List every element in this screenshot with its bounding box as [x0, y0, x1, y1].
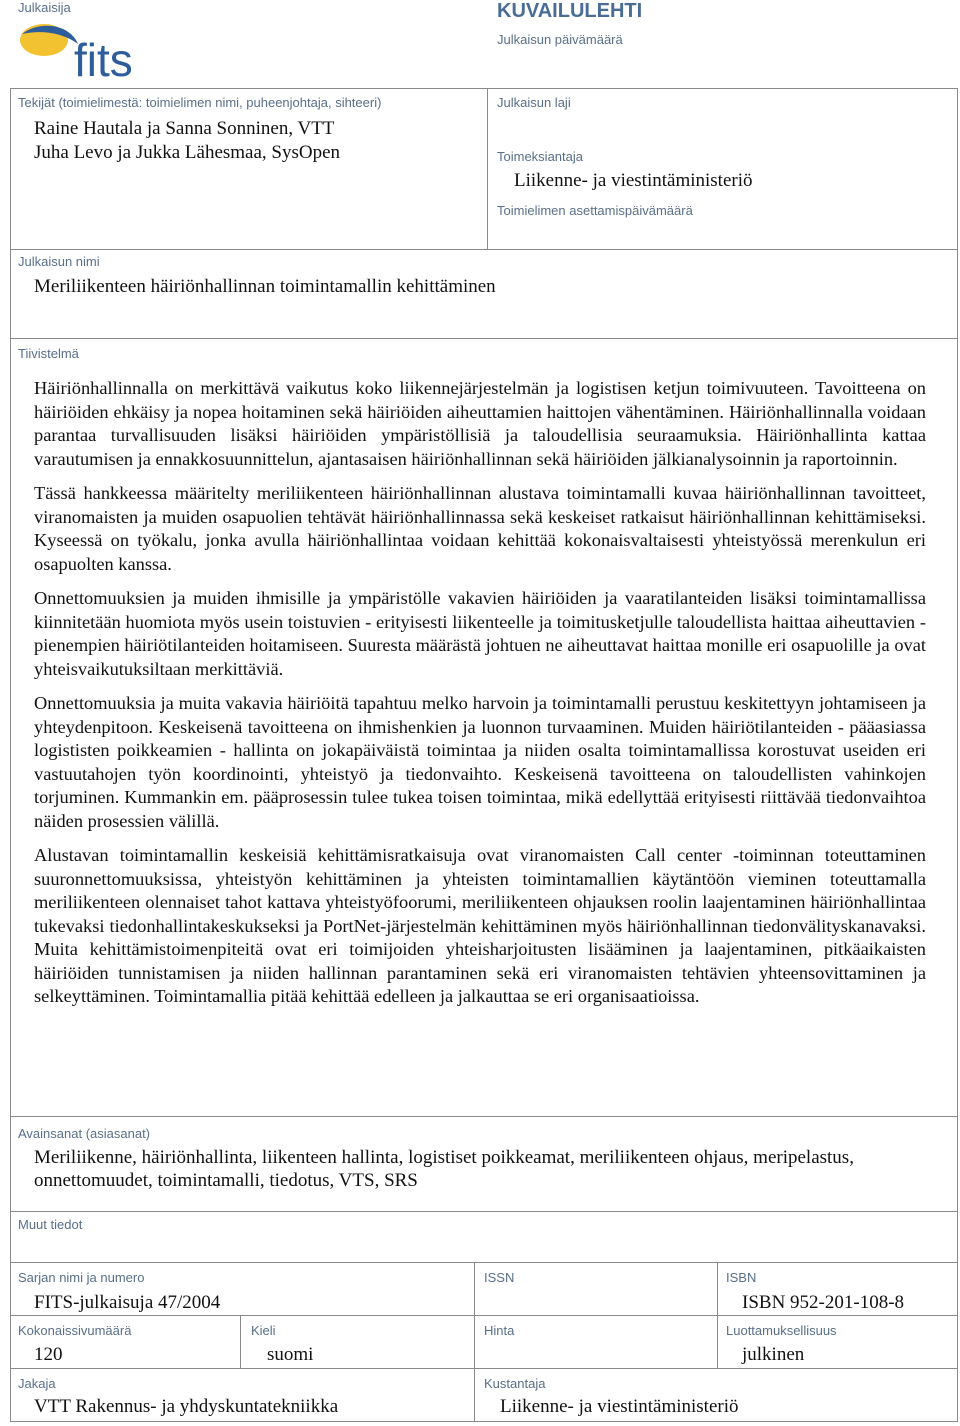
doc-title: KUVAILULEHTI: [497, 0, 643, 22]
publication-name-label: Julkaisun nimi: [18, 254, 100, 269]
fits-logo: [18, 18, 138, 88]
publication-date-label: Julkaisun päivämäärä: [497, 32, 623, 47]
authors-line-1: Raine Hautala ja Sanna Sonninen, VTT: [34, 118, 335, 139]
authors-line-2: Juha Levo ja Jukka Lähesmaa, SysOpen: [34, 142, 341, 163]
abstract-paragraph: Onnettomuuksia ja muita vakavia häiriöitä tapahtuu melko harvoin ja toimintamalli perustuu keskitettyyn johtamiseen ja yhteydenpitoon. Keskeisenä tavoitteena on ihmishenkien ja luonnon turvaaminen. Muiden häiriötilanteiden - pääasiassa logististen poikkeamien - hallinta on jokapäiväistä toimintaa ja niiden osalta toimintamallissa korostuvat useiden eri vastuutahojen työn koordinointi, yhteistyö ja tiedonvaihto. Keskeisenä tavoitteena on taloudellisten vahinkojen torjuminen. Kummankin em. pääprosessin tulee tukea toisen toimintaa, mikä edellyttää erityisesti riittävää tiedonvaihtoa näiden prosessien välillä.: [34, 693, 926, 831]
grid-divider-left: [240, 1315, 241, 1369]
issn-label: ISSN: [484, 1270, 515, 1285]
publication-type-label: Julkaisun laji: [497, 95, 571, 110]
language-value: suomi: [267, 1344, 314, 1365]
abstract-paragraph: Onnettomuuksien ja muiden ihmisille ja ympäristölle vakavien häiriöiden ja vaaratilanteiden lisäksi toimintamallissa kiinnitetään huomiota myös usein toistuvien - erityisesti liikenteelle ja toimitusketjulle taloudellista haittaa aiheuttavien - pienempien häiriötilanteiden hoitamiseen. Suuresta määrästä johtuen ne aiheuttavat haittaa monille eri osapuolille ja ovat yhteisvaikutuksiltaan merkittäviä.: [34, 588, 926, 679]
grid-divider-right: [717, 1262, 718, 1369]
page-count-value: 120: [34, 1344, 63, 1365]
price-label: Hinta: [484, 1323, 515, 1338]
commissioner-label: Toimeksiantaja: [497, 149, 583, 164]
grid-divider-center: [474, 1262, 475, 1422]
keywords-label: Avainsanat (asiasanat): [18, 1126, 151, 1141]
abstract-text: [34, 377, 926, 1020]
publisher-org-value: Liikenne- ja viestintäministeriö: [500, 1396, 739, 1417]
confidentiality-label: Luottamuksellisuus: [726, 1323, 837, 1338]
abstract-paragraph: Alustavan toimintamallin keskeisiä kehittämisratkaisuja ovat viranomaisten Call center -toiminnan toteuttaminen suuronnettomuuksissa, yhteistyön kehittäminen ja yhteisten toimintamallien käytäntöön vieminen toteuttamalla meriliikenteen olennaiset tahot kattava yhteistyöfoorumi, meriliikenteen ohjauksen roolin laajentaminen häiriönhallintaa tukevaksi tiedonhallintakeskukseksi ja PortNet-järjestelmän kehittäminen myös häiriönhallinnan tiedonvälityskanavaksi. Muita kehittämistoimenpiteitä ovat eri toimijoiden yhteisharjoitusten lisääminen ja laajentaminen, pitkäaikaisten häiriöiden tunnistamisen ja niiden hallinnan parantaminen sekä eri viranomaisten tehtävien yhteensovittaminen ja selkeyttäminen. Toimintamallia pitää kehittää edelleen ja jalkauttaa se eri organisaatioissa.: [34, 845, 926, 1006]
isbn-value: ISBN 952-201-108-8: [742, 1292, 905, 1313]
other-info-section: [10, 1211, 958, 1263]
abstract-paragraph: Häiriönhallinnalla on merkittävä vaikutus koko liikennejärjestelmän ja logistisen ketjun toimivuuteen. Tavoitteena on häiriöiden ehkäisy ja nopea hoitaminen sekä häiriöiden aiheuttamien haittojen vähentäminen. Häiriönhallinnalla voidaan parantaa turvallisuuden lisäksi häiriöiden ympäristöllisiä ja taloudellisia seuraamuksia. Häiriönhallinta kattaa varautumisen ja ennakkosuunnittelun, ajantasaisen häiriönhallinnan sekä häiriöiden jälkianalysoinnin ja raportoinnin.: [34, 378, 926, 469]
page-count-label: Kokonaissivumäärä: [18, 1323, 132, 1338]
language-label: Kieli: [251, 1323, 276, 1338]
confidentiality-value: julkinen: [742, 1344, 805, 1365]
distributor-label: Jakaja: [18, 1376, 56, 1391]
abstract-paragraph: Tässä hankkeessa määritelty meriliikenteen häiriönhallinnan alustava toimintamalli kuvaa häiriönhallinnan tavoitteet, viranomaisten ja muiden osapuolien tehtävät häiriönhallinnassa sekä keskeiset ratkaisut häiriönhallinnan kehittämiseksi. Kyseessä on työkalu, jonka avulla häiriönhallintaa voidaan kehittää kokonaisvaltaisesti yhteistyössä merenkulun eri osapuolten kanssa.: [34, 483, 926, 574]
body-date-label: Toimielimen asettamispäivämäärä: [497, 203, 693, 218]
column-divider: [487, 88, 488, 250]
series-label: Sarjan nimi ja numero: [18, 1270, 145, 1285]
authors-section: [10, 88, 958, 250]
publisher-org-label: Kustantaja: [484, 1376, 546, 1391]
keywords-line-1: Meriliikenne, häiriönhallinta, liikenteen hallinta, logistiset poikkeamat, meriliikenteen ohjaus, meripelastus,: [34, 1147, 854, 1168]
logo-text: fits: [74, 34, 133, 86]
publication-name-value: Meriliikenteen häiriönhallinnan toimintamallin kehittäminen: [34, 276, 496, 297]
isbn-label: ISBN: [726, 1270, 757, 1285]
abstract-label: Tiivistelmä: [18, 346, 79, 361]
authors-label: Tekijät (toimielimestä: toimielimen nimi, puheenjohtaja, sihteeri): [18, 95, 382, 110]
distributor-value: VTT Rakennus- ja yhdyskuntatekniikka: [34, 1396, 339, 1417]
publisher-label: Julkaisija: [18, 0, 71, 15]
keywords-line-2: onnettomuudet, toimintamalli, tiedotus, VTS, SRS: [34, 1170, 418, 1191]
fits-logo-mark: [18, 18, 138, 88]
series-value: FITS-julkaisuja 47/2004: [34, 1292, 221, 1313]
commissioner-value: Liikenne- ja viestintäministeriö: [514, 170, 753, 191]
other-info-label: Muut tiedot: [18, 1217, 83, 1232]
